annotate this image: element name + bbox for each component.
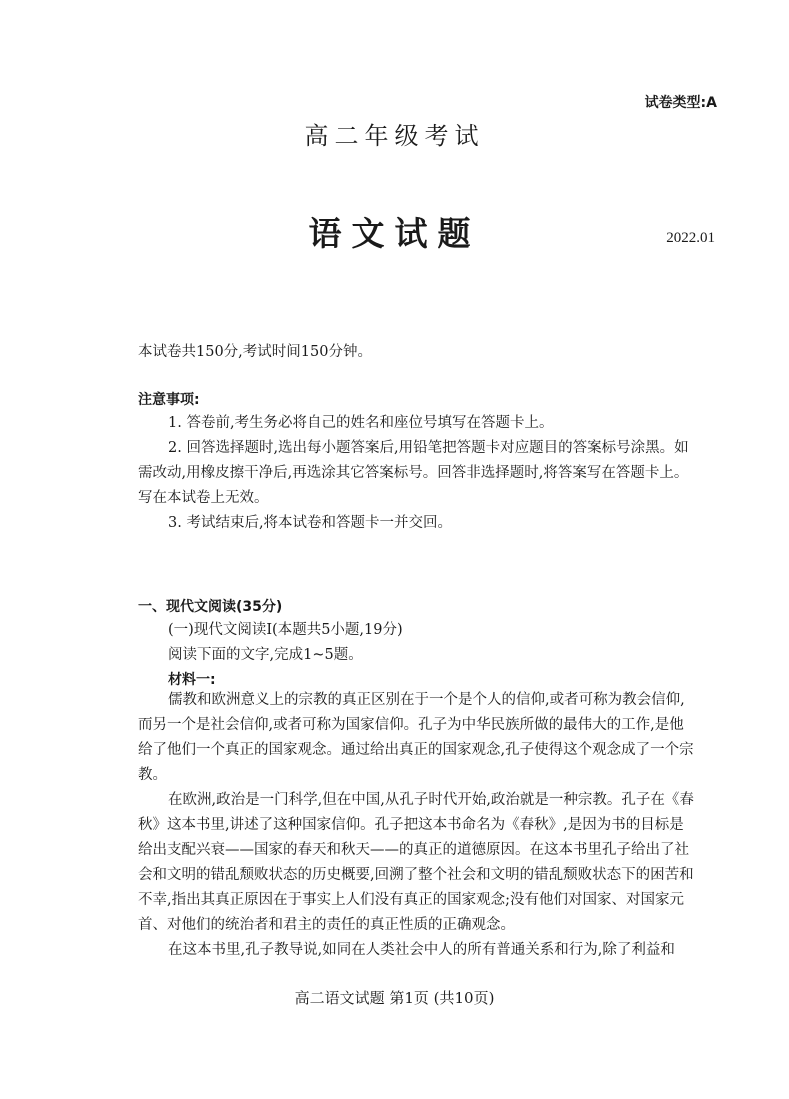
section-heading: 一、现代文阅读(35分) xyxy=(138,599,283,615)
section-subheading: (一)现代文阅读Ⅰ(本题共5小题,19分) xyxy=(168,622,403,638)
notice-item-2: 2. 回答选择题时,选出每小题答案后,用铅笔把答题卡对应题目的答案标号涂黑。如需改动,用橡皮擦干净后,再选涂其它答案标号。回答非选择题时,将答案写在答题卡上。写在本试卷上无效。 xyxy=(138,440,689,506)
notice-heading: 注意事项: xyxy=(138,392,200,408)
grade-exam-title: 高二年级考试 xyxy=(304,122,485,150)
exam-intro: 本试卷共150分,考试时间150分钟。 xyxy=(138,344,372,360)
notice-item-3: 3. 考试结束后,将本试卷和答题卡一并交回。 xyxy=(168,515,453,531)
reading-instruction: 阅读下面的文字,完成1~5题。 xyxy=(168,647,363,663)
notice-item-1: 1. 答卷前,考生务必将自己的姓名和座位号填写在答题卡上。 xyxy=(168,415,554,431)
page-footer: 高二语文试题 第1页 (共10页) xyxy=(294,989,495,1007)
subject-title: 语文试题 xyxy=(308,214,481,253)
exam-date: 2022.01 xyxy=(666,230,715,246)
paper-type-label: 试卷类型:A xyxy=(644,95,717,111)
material-paragraph-3: 在这本书里,孔子教导说,如同在人类社会中人的所有普通关系和行为,除了利益和 xyxy=(168,942,675,958)
material-label: 材料一: xyxy=(168,672,216,688)
material-paragraph-1: 儒教和欧洲意义上的宗教的真正区别在于一个是个人的信仰,或者可称为教会信仰,而另一个是社会信仰,或者可称为国家信仰。孔子为中华民族所做的最伟大的工作,是他给了他们一个真正的国家观念。通过给出真正的国家观念,孔子使得这个观念成了一个宗教。 xyxy=(138,692,694,783)
material-paragraph-2: 在欧洲,政治是一门科学,但在中国,从孔子时代开始,政治就是一种宗教。孔子在《春秋》这本书里,讲述了这种国家信仰。孔子把这本书命名为《春秋》,是因为书的目标是给出支配兴衰——国家的春天和秋天——的真正的道德原因。在这本书里孔子给出了社会和文明的错乱颓败状态的历史概要,回溯了整个社会和文明的错乱颓败状态下的困苦和不幸,指出其真正原因在于事实上人们没有真正的国家观念;没有他们对国家、对国家元首、对他们的统治者和君主的责任的真正性质的正确观念。 xyxy=(138,792,694,933)
